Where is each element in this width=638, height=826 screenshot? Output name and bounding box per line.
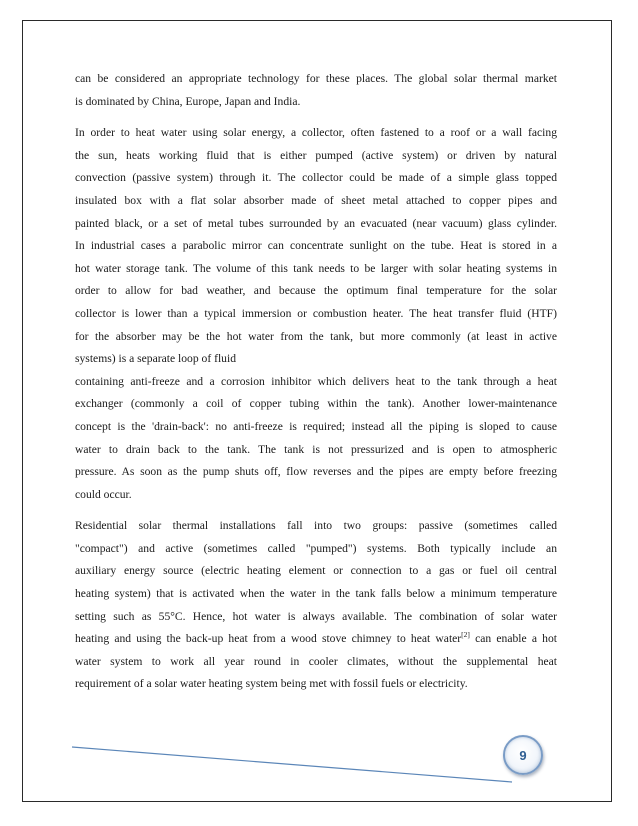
- text-line: hot water storage tank. The volume of this tank needs to be larger with solar heating systems in: [75, 261, 557, 275]
- text-line: painted black, or a set of metal tubes surrounded by an evacuated (near vacuum) glass cylinder.: [75, 216, 557, 230]
- text-line: containing anti-freeze and a corrosion inhibitor which delivers heat to the tank through a heat: [75, 374, 557, 388]
- paragraph-2: [75, 122, 557, 371]
- text-line: insulated box with a flat solar absorber made of sheet metal attached to copper pipes and: [75, 193, 557, 207]
- paragraph-4: [75, 515, 557, 696]
- text-line: In industrial cases a parabolic mirror can concentrate sunlight on the tube. Heat is stored in a: [75, 239, 557, 253]
- text-line: heating system) that is activated when the water in the tank falls below a minimum temperature: [75, 587, 557, 601]
- text-line: pressure. As soon as the pump shuts off, flow reverses and the pipes are empty before freezing: [75, 465, 557, 479]
- text-line: Residential solar thermal installations fall into two groups: passive (sometimes called: [75, 519, 557, 533]
- text-line: auxiliary energy source (electric heating element or connection to a gas or fuel oil central: [75, 564, 557, 578]
- text-line: order to allow for bad weather, and because the optimum final temperature for the solar: [75, 284, 557, 298]
- page-number: 9: [519, 747, 527, 763]
- text-line-with-reference: [75, 628, 557, 651]
- paragraph-1: [75, 68, 557, 113]
- text-line: is dominated by China, Europe, Japan and India.: [75, 94, 301, 108]
- text-line: setting such as 55°C. Hence, hot water is always available. The combination of solar water: [75, 609, 557, 623]
- text-line: can be considered an appropriate technology for these places. The global solar thermal market: [75, 72, 557, 85]
- document-body: [75, 68, 557, 705]
- text-line: In order to heat water using solar energy, a collector, often fastened to a roof or a wall facing: [75, 126, 557, 140]
- text-line: convection (passive system) through it. The collector could be made of a simple glass topped: [75, 171, 557, 185]
- text-line: exchanger (commonly a coil of copper tubing within the tank). Another lower-maintenance: [75, 397, 557, 411]
- text-line: "compact") and active (sometimes called "pumped") systems. Both typically include an: [75, 541, 557, 555]
- text-line: for the absorber may be the hot water from the tank, but more commonly (at least in active: [75, 329, 557, 343]
- citation-reference[interactable]: [2]: [461, 630, 470, 640]
- text-line: the sun, heats working fluid that is either pumped (active system) or driven by natural: [75, 148, 557, 162]
- text-line: systems) is a separate loop of fluid: [75, 352, 236, 366]
- text-line: water system to work all year round in cooler climates, without the supplemental heat: [75, 654, 557, 668]
- text-line: water to drain back to the tank. The tank is not pressurized and is open to atmospheric: [75, 442, 557, 456]
- text-line: collector is lower than a typical immersion or combustion heater. The heat transfer fluid (HTF): [75, 306, 557, 320]
- paragraph-3: [75, 371, 557, 507]
- page-number-badge: [503, 735, 543, 775]
- text-line: could occur.: [75, 487, 132, 501]
- text-fragment: heating and using the back-up heat from a wood stove chimney to heat water: [75, 632, 462, 646]
- text-line: concept is the 'drain-back': no anti-freeze is required; instead all the piping is sloped to cause: [75, 419, 557, 433]
- text-line: requirement of a solar water heating system being met with fossil fuels or electricity.: [75, 677, 468, 691]
- text-fragment: can enable a hot: [469, 632, 557, 646]
